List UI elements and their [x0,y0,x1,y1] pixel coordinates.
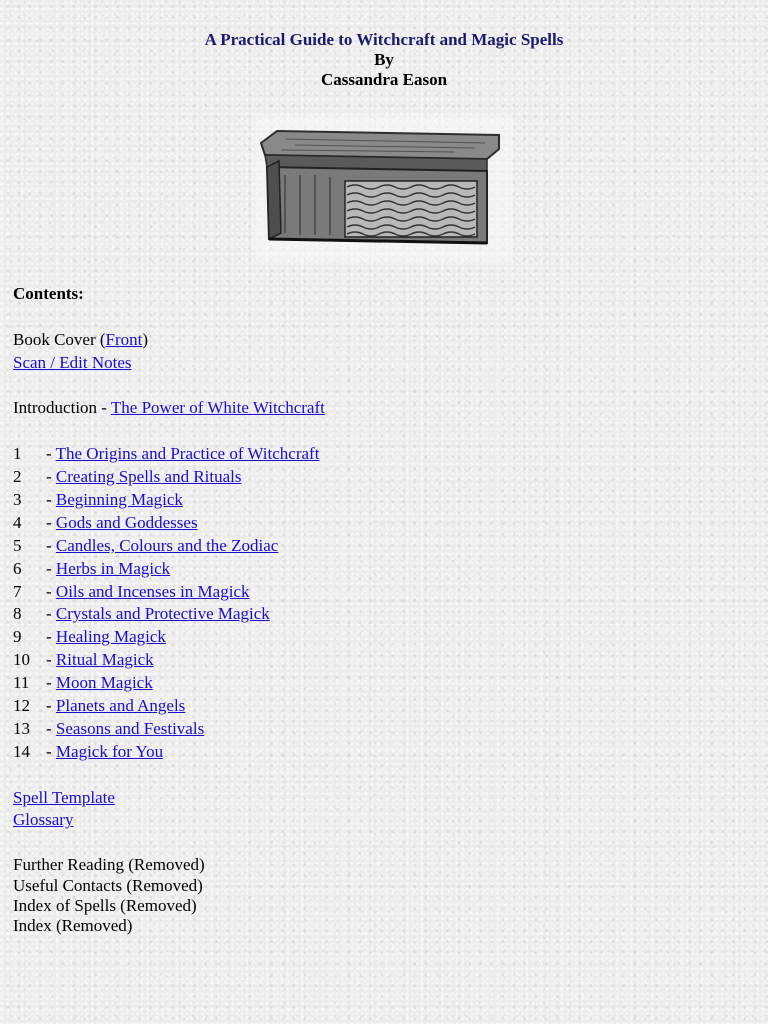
chapter-link[interactable]: Moon Magick [55,673,153,693]
chapter-separator: - [46,718,56,738]
chapter-number: 4 [13,512,22,532]
front-cover-link[interactable]: Front [105,329,143,349]
introduction-line [13,397,753,420]
chapter-number: 6 [13,558,22,578]
chapter-number: 1 [13,444,22,464]
contents-section [13,283,753,936]
contents-heading: Contents: [13,284,84,303]
author-name: Cassandra Eason [320,70,448,89]
chapter-number: 3 [13,490,22,510]
glossary-link[interactable]: Glossary [13,810,74,830]
chapter-separator: - [46,741,56,761]
introduction-link[interactable]: The Power of White Witchcraft [110,398,325,418]
chapter-separator: - [46,444,56,464]
chapter-item [13,603,753,626]
chapter-item [13,581,753,604]
chapter-separator: - [46,581,56,601]
chapter-item [13,672,753,695]
removed-section-item: Index (Removed) [13,916,133,936]
removed-section-item: Useful Contacts (Removed) [13,875,203,895]
chapter-item [13,489,753,512]
chapter-number: 10 [13,650,30,670]
chapter-list [13,443,753,763]
book-title: A Practical Guide to Witchcraft and Magic Spells [204,30,564,49]
chapter-number: 2 [13,467,22,487]
chapter-link[interactable]: Healing Magick [55,627,166,647]
cover-image [255,115,513,263]
chapter-separator: - [46,558,56,578]
chapter-item [13,558,753,581]
chapter-separator: - [46,512,56,532]
chapter-item [13,443,753,466]
chapter-link[interactable]: Oils and Incenses in Magick [55,581,250,601]
chapter-separator: - [46,650,56,670]
chapter-separator: - [46,673,56,693]
chapter-number: 9 [13,627,22,647]
removed-section-item: Index of Spells (Removed) [13,895,197,915]
chapter-item [13,626,753,649]
chapter-item [13,741,753,764]
wooden-box-illustration-icon [255,115,513,263]
removed-sections [13,855,753,936]
chapter-separator: - [46,696,56,716]
chapter-separator: - [46,535,56,555]
chapter-link[interactable]: Seasons and Festivals [55,718,205,738]
chapter-separator: - [46,490,56,510]
chapter-separator: - [46,604,56,624]
chapter-link[interactable]: Beginning Magick [55,490,183,510]
chapter-link[interactable]: The Origins and Practice of Witchcraft [55,444,320,464]
chapter-item [13,535,753,558]
chapter-item [13,718,753,741]
chapter-link[interactable]: Herbs in Magick [55,558,171,578]
chapter-item [13,695,753,718]
removed-section-item: Further Reading (Removed) [13,855,205,875]
book-cover-suffix: ) [142,329,149,349]
page-header [0,30,768,90]
chapter-number: 14 [13,741,30,761]
chapter-number: 8 [13,604,22,624]
chapter-link[interactable]: Candles, Colours and the Zodiac [55,535,279,555]
scan-edit-notes-link[interactable]: Scan / Edit Notes [13,352,132,372]
chapter-separator: - [46,467,56,487]
chapter-number: 12 [13,696,30,716]
chapter-number: 5 [13,535,22,555]
chapter-link[interactable]: Ritual Magick [55,650,154,670]
spell-template-link[interactable]: Spell Template [13,787,115,807]
chapter-link[interactable]: Creating Spells and Rituals [55,467,242,487]
chapter-link[interactable]: Gods and Goddesses [55,512,198,532]
chapter-number: 11 [13,673,30,693]
introduction-label: Introduction - [13,398,111,418]
chapter-item [13,649,753,672]
chapter-link[interactable]: Planets and Angels [55,696,186,716]
book-cover-label: Book Cover ( [13,329,106,349]
by-line: By [374,50,394,69]
chapter-link[interactable]: Magick for You [55,741,164,761]
book-cover-line [13,329,753,352]
chapter-item [13,466,753,489]
chapter-separator: - [46,627,56,647]
chapter-number: 7 [13,581,22,601]
chapter-link[interactable]: Crystals and Protective Magick [55,604,270,624]
chapter-item [13,512,753,535]
chapter-number: 13 [13,718,30,738]
